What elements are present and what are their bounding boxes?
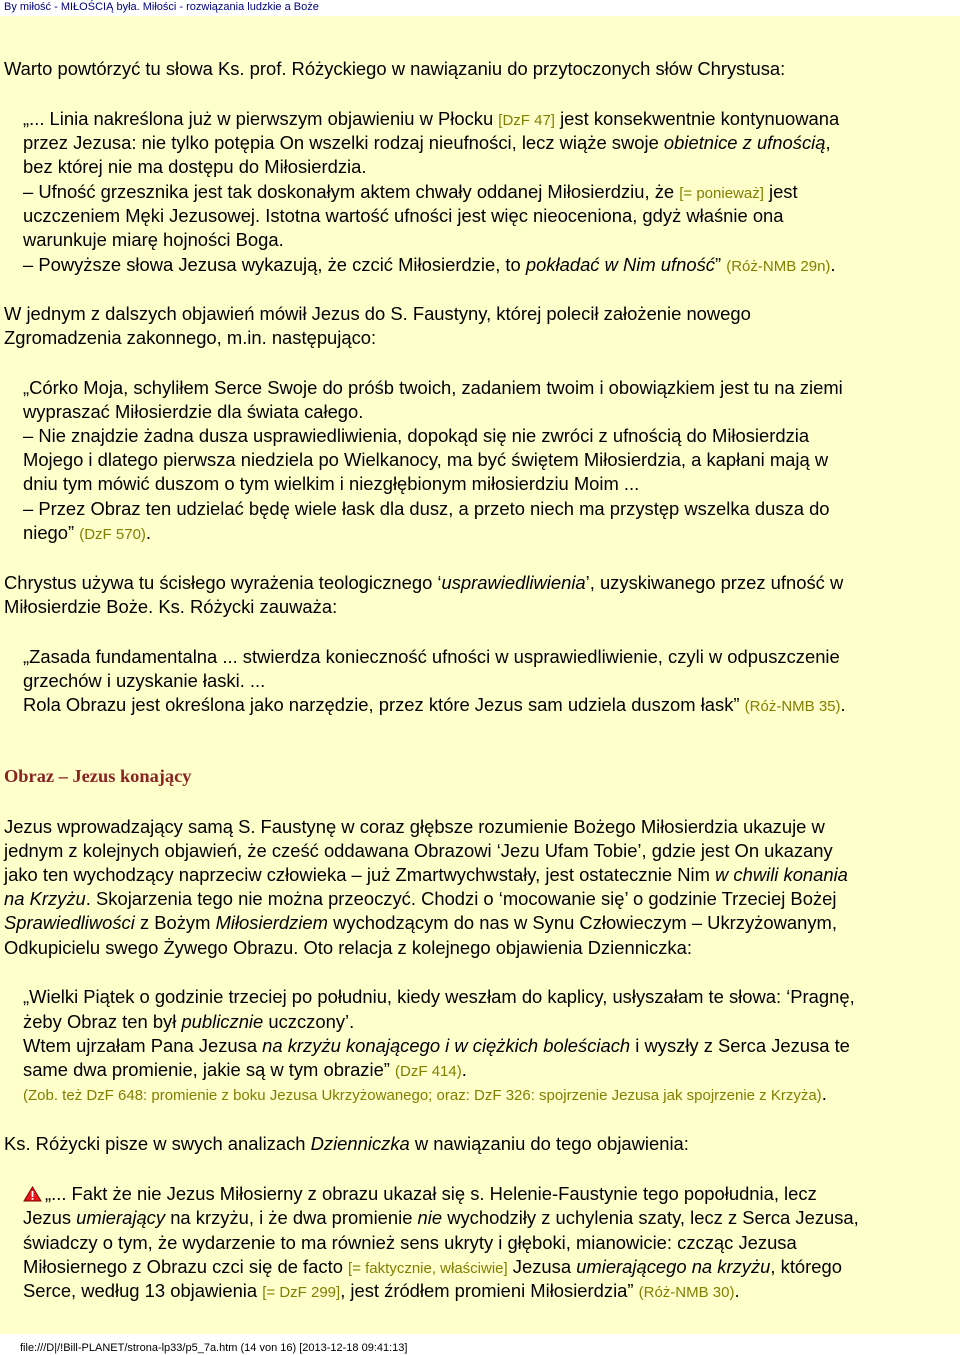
quote-4-line-2: żeby Obraz ten był publicznie uczczony’.: [23, 1011, 355, 1032]
quote-1-line-4: – Ufność grzesznika jest tak doskonałym aktem chwały oddanej Miłosierdziu, że [= ponieważ] jest: [23, 181, 798, 202]
paragraph-2-line-1: W jednym z dalszych objawień mówił Jezus do S. Faustyny, której polecił założenie nowego: [4, 303, 751, 324]
paragraph-4-line-2: jednym z kolejnych objawień, że cześć oddawana Obrazowi ‘Jezu Ufam Tobie’, gdzie jest On ukazany: [4, 840, 833, 861]
quote-2-line-4: Mojego i dlatego pierwsza niedziela po Wielkanocy, ma być świętem Miłosierdzia, a kapłani mają w: [23, 449, 829, 470]
quote-1-line-2: przez Jezusa: nie tylko potępia On wszelki rodzaj nieufności, lecz wiąże swoje obietnice z ufnością,: [23, 132, 831, 153]
paragraph-2-line-2: Zgromadzenia zakonnego, m.in. następująco:: [4, 327, 377, 348]
reference: (Róż-NMB 30): [638, 1284, 735, 1301]
quote-5-line-5: Serce, według 13 objawienia [= DzF 299], jest źródłem promieni Miłosierdzia” (Róż-NMB 30).: [23, 1280, 740, 1301]
page-header: By miłość - MIŁOŚCIĄ była. Miłości - rozwiązania ludzkie a Boże: [4, 1, 319, 13]
reference: [= DzF 299]: [262, 1284, 341, 1301]
quote-2-line-3: – Nie znajdzie żadna dusza usprawiedliwienia, dopokąd się nie zwróci z ufnością do Miłosierdzia: [23, 425, 810, 446]
quote-1-line-7: – Powyższe słowa Jezusa wykazują, że czcić Miłosierdzie, to pokładać w Nim ufność” (Róż-NMB 29n).: [23, 254, 836, 275]
quote-1-line-3: bez której nie ma dostępu do Miłosierdzia.: [23, 156, 367, 177]
reference: (Róż-NMB 29n): [726, 258, 831, 275]
paragraph-4-line-3: jako ten wychodzący naprzeciw człowieka – już Zmartwychwstały, jest ostatecznie Nim w chwili konania: [4, 864, 848, 885]
quote-1-line-6: warunkuje miarę hojności Boga.: [23, 229, 284, 250]
quote-1-line-5: uczczeniem Męki Jezusowej. Istotna wartość ufności jest więc nieoceniona, gdyż właśnie ona: [23, 205, 784, 226]
quote-2-line-1: „Córko Moja, schyliłem Serce Swoje do próśb twoich, zadaniem twoim i obowiązkiem jest tu na ziemi: [23, 377, 843, 398]
quote-5-line-4: Miłosiernego z Obrazu czci się de facto [= faktycznie, właściwie] Jezusa umierającego na krzyżu, którego: [23, 1256, 842, 1277]
reference: (Zob. też DzF 648: promienie z boku Jezusa Ukrzyżowanego; oraz: DzF 326: spojrzenie Jezusa jak spojrzenie z Krzyża): [23, 1087, 822, 1104]
quote-4-line-3: Wtem ujrzałam Pana Jezusa na krzyżu konającego i w ciężkich boleściach i wyszły z Serca Jezusa te: [23, 1035, 850, 1056]
quote-3-line-3: Rola Obrazu jest określona jako narzędzie, przez które Jezus sam udziela duszom łask” (Róż-NMB 35).: [23, 694, 846, 715]
quote-4-line-4: same dwa promienie, jakie są w tym obrazie” (DzF 414).: [23, 1059, 467, 1080]
intro-paragraph: Warto powtórzyć tu słowa Ks. prof. Różyckiego w nawiązaniu do przytoczonych słów Chrystusa:: [4, 58, 786, 79]
reference: (DzF 570): [79, 526, 146, 543]
paragraph-5-line-1: Ks. Różycki pisze w swych analizach Dzienniczka w nawiązaniu do tego objawienia:: [4, 1133, 689, 1154]
quote-2-line-7: niego” (DzF 570).: [23, 522, 152, 543]
section-heading: Obraz – Jezus konający: [4, 766, 192, 786]
paragraph-3-line-2: Miłosierdzie Boże. Ks. Różycki zauważa:: [4, 596, 338, 617]
reference: (Róż-NMB 35): [744, 698, 841, 715]
reference: [= faktycznie, właściwie]: [348, 1260, 508, 1277]
quote-1-line-1: „... Linia nakreślona już w pierwszym objawieniu w Płocku [DzF 47] jest konsekwentnie kontynuowana: [23, 108, 840, 129]
paragraph-4-line-5: Sprawiedliwości z Bożym Miłosierdziem wychodzącym do nas w Synu Człowieczym – Ukrzyżowanym,: [4, 912, 837, 933]
quote-5-line-2: Jezus umierający na krzyżu, i że dwa promienie nie wychodziły z uchylenia szaty, lecz z Serca Jezusa,: [23, 1207, 859, 1228]
quote-3-line-2: grzechów i uzyskanie łaski. ...: [23, 670, 266, 691]
reference: (DzF 414): [395, 1063, 462, 1080]
paragraph-3-line-1: Chrystus używa tu ścisłego wyrażenia teologicznego ‘usprawiedliwienia’, uzyskiwanego przez ufność w: [4, 572, 844, 593]
reference: [DzF 47]: [498, 112, 555, 129]
warning-triangle-icon: [23, 1186, 42, 1202]
reference: [= ponieważ]: [679, 185, 764, 202]
paragraph-4-line-4: na Krzyżu. Skojarzenia tego nie można przeoczyć. Chodzi o ‘mocowanie się’ o godzinie Trzeciej Bożej: [4, 888, 837, 909]
quote-2-line-6: – Przez Obraz ten udzielać będę wiele łask dla dusz, a przeto niech ma przystęp wszelka dusza do: [23, 498, 830, 519]
quote-5-line-3: świadczy o tym, że wydarzenie to ma również sens ukryty i głęboki, mianowicie: czcząc Jezusa: [23, 1232, 797, 1253]
quote-4-line-5: (Zob. też DzF 648: promienie z boku Jezusa Ukrzyżowanego; oraz: DzF 326: spojrzenie Jezusa jak spojrzenie z Krzyża).: [23, 1083, 827, 1104]
paragraph-4-line-1: Jezus wprowadzający samą S. Faustynę w coraz głębsze rozumienie Bożego Miłosierdzia ukazuje w: [4, 816, 825, 837]
paragraph-4-line-6: Odkupicielu swego Żywego Obrazu. Oto relacja z kolejnego objawienia Dzienniczka:: [4, 937, 692, 958]
quote-3-line-1: „Zasada fundamentalna ... stwierdza konieczność ufności w usprawiedliwienie, czyli w odpuszczenie: [23, 646, 840, 667]
quote-5-line-1: „... Fakt że nie Jezus Miłosierny z obrazu ukazał się s. Helenie-Faustynie tego popołudnia, lecz: [23, 1182, 817, 1206]
page-footer: file:///D|/!Bill-PLANET/strona-lp33/p5_7a.htm (14 von 16) [2013-12-18 09:41:13]: [20, 1342, 408, 1354]
quote-2-line-5: dniu tym mówić duszom o tym wielkim i niezgłębionym miłosierdziu Moim ...: [23, 473, 640, 494]
quote-4-line-1: „Wielki Piątek o godzinie trzeciej po południu, kiedy weszłam do kaplicy, usłyszałam te słowa: ‘Pragnę,: [23, 986, 855, 1007]
quote-2-line-2: wypraszać Miłosierdzie dla świata całego.: [23, 401, 364, 422]
document-body: [0, 16, 960, 1334]
